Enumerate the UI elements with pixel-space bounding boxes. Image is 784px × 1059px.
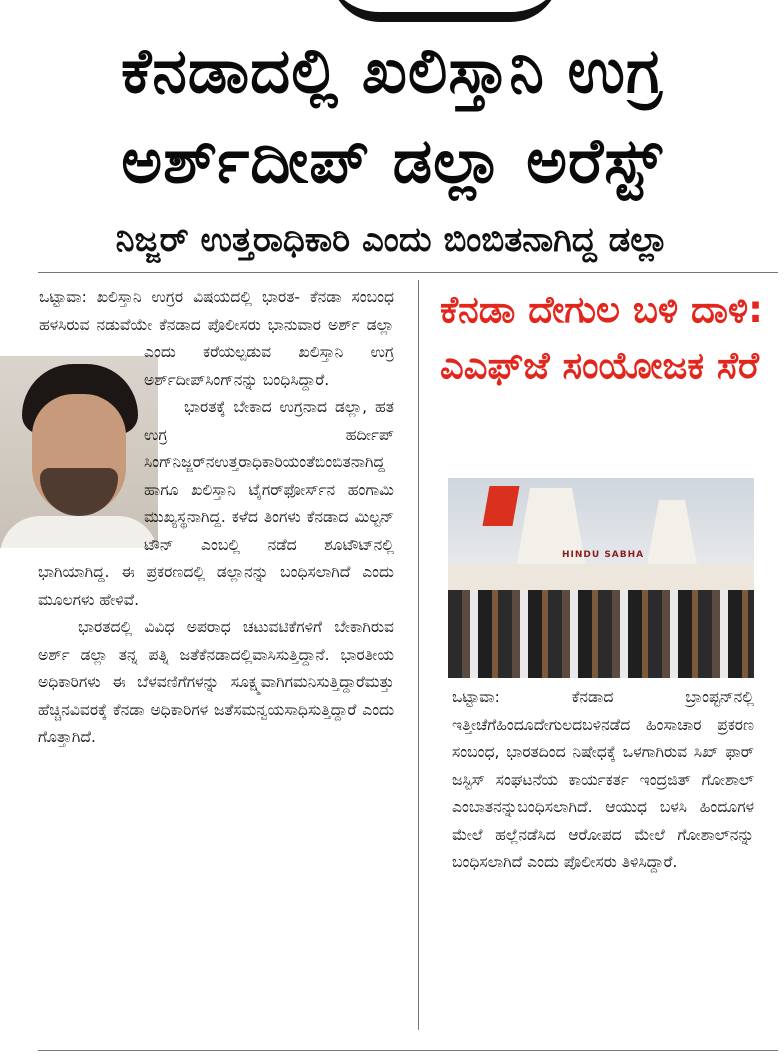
bottom-divider <box>38 1050 778 1051</box>
headline-line-2: ಅರ್ಶ್‌ದೀಪ್ ಡಲ್ಲಾ ಅರೆಸ್ಟ್ <box>121 124 663 197</box>
right-article-body: ಒಟ್ಟಾವಾ: ಕೆನಡಾದ ಬ್ರಾಂಪ್ಟನ್‌ನಲ್ಲಿ ಇತ್ತೀಚೆಗೆಹಿಂದೂದೇಗುಲದಬಳಿನಡೆದ ಹಿಂಸಾಚಾರ ಪ್ರಕರಣ ಸಂಬಂಧ, ಭಾರತದಿಂದ ನಿಷೇಧಕ್ಕೆ ಒಳಗಾಗಿರುವ ಸಿಖ್ ಫಾರ್ ಜಸ್ಟಿಸ್ ಸಂಘಟನೆಯ ಕಾರ್ಯಕರ್ತ ಇಂದ್ರಜಿತ್ ಗೋಶಾಲ್ ಎಂಬಾತನನ್ನುಬಂಧಿಸಲಾಗಿದೆ. ಆಯುಧ ಬಳಸಿ ಹಿಂದೂಗಳ ಮೇಲೆ ಹಲ್ಲೆನಡೆಸಿದ ಆರೋಪದ ಮೇಲೆ ಗೋಶಾಲ್‌ನನ್ನು ಬಂಧಿಸಲಾಗಿದೆ ಎಂದು ಪೊಲೀಸರು ತಿಳಿಸಿದ್ದಾರೆ. <box>452 688 754 871</box>
temple-protest-photo <box>448 478 754 678</box>
left-article-paragraph-2: ಭಾರತಕ್ಕೆ ಬೇಕಾದ ಉಗ್ರನಾದ ಡಲ್ಲಾ, ಹತ ಉಗ್ರ ಹರ್ದೀಪ್ ಸಿಂಗ್‌ನಿಜ್ಜರ್‌ನಉತ್ತರಾಧಿಕಾರಿಯಂತೆಬಿಂಬಿತನಾಗಿದ್ದ ಹಾಗೂ ಖಲಿಸ್ತಾನಿ ಟೈಗರ್‌ಫೋರ್ಸ್‌ನ ಹಂಗಾಮಿ ಮುಖ್ಯಸ್ಥನಾಗಿದ್ದ. ಕಳೆದ ತಿಂಗಳು ಕೆನಡಾದ ಮಿಲ್ಟನ್ ಟೌನ್ ಎಂಬಲ್ಲಿ ನಡೆದ ಶೂಟೌಟ್‌ನಲ್ಲಿ ಭಾಗಿಯಾಗಿದ್ದ. ಈ ಪ್ರಕರಣದಲ್ಲಿ ಡಲ್ಲಾನನ್ನು ಬಂಧಿಸಲಾಗಿದೆ ಎಂದು ಮೂಲಗಳು ಹೇಳಿವೆ. <box>38 398 394 609</box>
headline-line-1: ಕೆನಡಾದಲ್ಲಿ ಖಲಿಸ್ತಾನಿ ಉಗ್ರ <box>120 34 664 107</box>
temple-sign-text: HINDU SABHA <box>562 550 645 560</box>
left-article <box>38 284 394 752</box>
column-divider <box>418 280 419 1030</box>
top-divider <box>38 272 778 273</box>
subheadline: ನಿಜ್ಜರ್ ಉತ್ತರಾಧಿಕಾರಿ ಎಂದು ಬಿಂಬಿತನಾಗಿದ್ದ ಡಲ್ಲಾ <box>115 220 669 260</box>
right-article-headline: ಕೆನಡಾ ದೇಗುಲ ಬಳಿ ದಾಳಿ: ಎಎಫ್‌ಜೆ ಸಂಯೋಜಕ ಸೆರೆ <box>440 288 763 387</box>
masthead-fragment <box>330 0 560 22</box>
left-article-paragraph-3: ಭಾರತದಲ್ಲಿ ವಿವಿಧ ಅಪರಾಧ ಚಟುವಟಿಕೆಗಳಿಗೆ ಬೇಕಾಗಿರುವ ಅರ್ಶ್ ಡಲ್ಲಾ ತನ್ನ ಪತ್ನಿ ಜತೆಕೆನಡಾದಲ್ಲಿವಾಸಿಸುತ್ತಿದ್ದಾನೆ. ಭಾರತೀಯ ಅಧಿಕಾರಿಗಳು ಈ ಬೆಳವಣಿಗೆಗಳನ್ನು ಸೂಕ್ಷ್ಮವಾಗಿಗಮನಿಸುತ್ತಿದ್ದಾರೆಮತ್ತು ಹೆಚ್ಚಿನವಿವರಕ್ಕೆ ಕೆನಡಾ ಅಧಿಕಾರಿಗಳ ಜತೆಸಮನ್ವಯಸಾಧಿಸುತ್ತಿದ್ದಾರೆ ಎಂದು ಗೊತ್ತಾಗಿದೆ. <box>38 618 394 746</box>
left-article-paragraph-1: ಒಟ್ಟಾವಾ: ಖಲಿಸ್ತಾನಿ ಉಗ್ರರ ವಿಷಯದಲ್ಲಿ ಭಾರತ- ಕೆನಡಾ ಸಂಬಂಧ ಹಳಸಿರುವ ನಡುವೆಯೇ ಕೆನಡಾದ ಪೊಲೀಸರು ಭಾನುವಾರ ಅರ್ಶ್ ಡಲ್ಲಾ ಎಂದು ಕರೆಯಲ್ಪಡುವ ಖಲಿಸ್ತಾನಿ ಉಗ್ರ ಅರ್ಶ್‌ದೀಪ್‌ಸಿಂಗ್‌ನನ್ನು ಬಂಧಿಸಿದ್ದಾರೆ. <box>39 288 394 389</box>
